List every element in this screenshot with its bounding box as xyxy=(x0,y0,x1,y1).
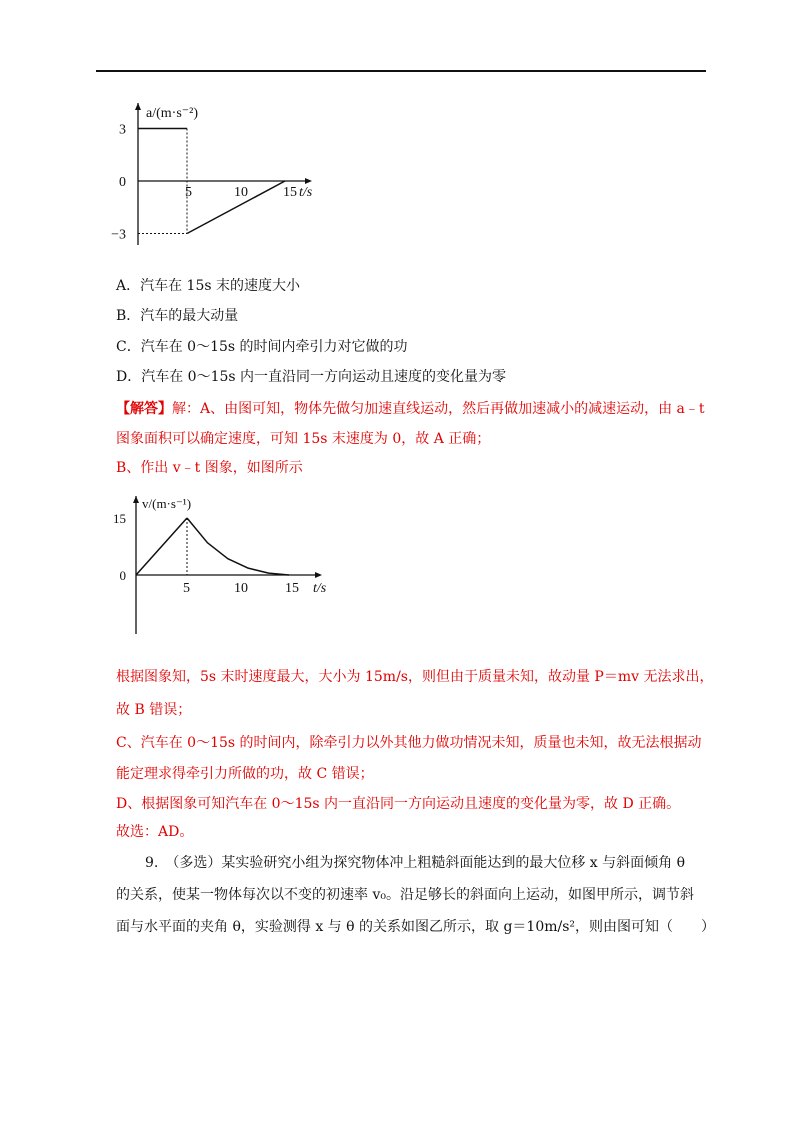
header-rule xyxy=(96,70,706,72)
y-tick-label: −3 xyxy=(111,227,126,243)
x-tick-label-10: 10 xyxy=(234,581,248,596)
solution-line-7: 能定理求得牵引力所做的功，故 C 错误； xyxy=(116,766,374,782)
y-tick-label: 3 xyxy=(119,122,126,138)
option-d: D．汽车在 0～15s 内一直沿同一方向运动且速度的变化量为零 xyxy=(116,369,507,385)
y-axis-label: v/(m·s⁻¹) xyxy=(142,496,192,511)
x-axis-arrow xyxy=(305,178,312,184)
solution-line-6: C、汽车在 0～15s 的时间内，除牵引力以外其他力做功情况未知，质量也未知，故无法根据动 xyxy=(116,735,702,751)
y-tick-label: 15 xyxy=(113,511,126,526)
option-a: A．汽车在 15s 末的速度大小 xyxy=(116,278,301,294)
solution-line-3: B、作出 v﹣t 图象，如图所示 xyxy=(116,460,303,476)
solution-line-4: 根据图象知，5s 末时速度最大，大小为 15m/s，则但由于质量未知，故动量 P＝mv 无法求出， xyxy=(116,669,714,685)
question9-line-1: 9. （多选）某实验研究小组为探究物体冲上粗糙斜面能达到的最大位移 x 与斜面倾角 θ xyxy=(145,855,686,871)
x-tick-label-10: 10 xyxy=(234,185,248,200)
x-axis-label: t/s xyxy=(299,185,313,200)
solution-text-1: 解：A、由图可知，物体先做匀加速直线运动，然后再做加速减小的减速运动，由 a﹣t xyxy=(172,401,705,417)
question9-line-3: 面与水平面的夹角 θ，实验测得 x 与 θ 的关系如图乙所示，取 g＝10m/s²，则由图可知（ ） xyxy=(116,919,716,935)
solution-line-2: 图象面积可以确定速度，可知 15s 末速度为 0，故 A 正确； xyxy=(116,431,491,447)
x-tick-label-15: 15 xyxy=(285,581,299,596)
y-axis-arrow xyxy=(135,103,141,110)
solution-line-8: D、根据图象可知汽车在 0～15s 内一直沿同一方向运动且速度的变化量为零，故 D 正确。 xyxy=(116,796,681,812)
x-axis-label: t/s xyxy=(313,581,327,596)
question9-line-2: 的关系，使某一物体每次以不变的初速率 v₀。沿足够长的斜面向上运动，如图甲所示，调节斜 xyxy=(116,887,694,903)
x-tick-label-5: 5 xyxy=(185,185,192,200)
solution-line-9: 故选：AD。 xyxy=(116,824,194,840)
v-t-graph xyxy=(110,488,350,638)
v-rise-segment xyxy=(136,518,187,575)
x-tick-label-5: 5 xyxy=(183,581,190,596)
solution-tag: 【解答】 xyxy=(116,401,172,417)
a-t-graph xyxy=(110,95,350,255)
y-tick-label: 0 xyxy=(119,175,126,190)
x-axis-arrow xyxy=(315,572,322,578)
option-c: C．汽车在 0～15s 的时间内牵引力对它做的功 xyxy=(116,339,408,355)
y-axis-arrow xyxy=(133,496,139,503)
solution-line-5: 故 B 错误； xyxy=(116,702,192,718)
y-axis-label: a/(m·s⁻²) xyxy=(146,106,199,121)
option-b: B．汽车的最大动量 xyxy=(116,308,239,324)
x-tick-label-15: 15 xyxy=(283,185,297,200)
y-tick-label: 0 xyxy=(119,568,126,583)
v-decay-curve xyxy=(187,518,289,575)
solution-line-1 xyxy=(116,399,705,419)
